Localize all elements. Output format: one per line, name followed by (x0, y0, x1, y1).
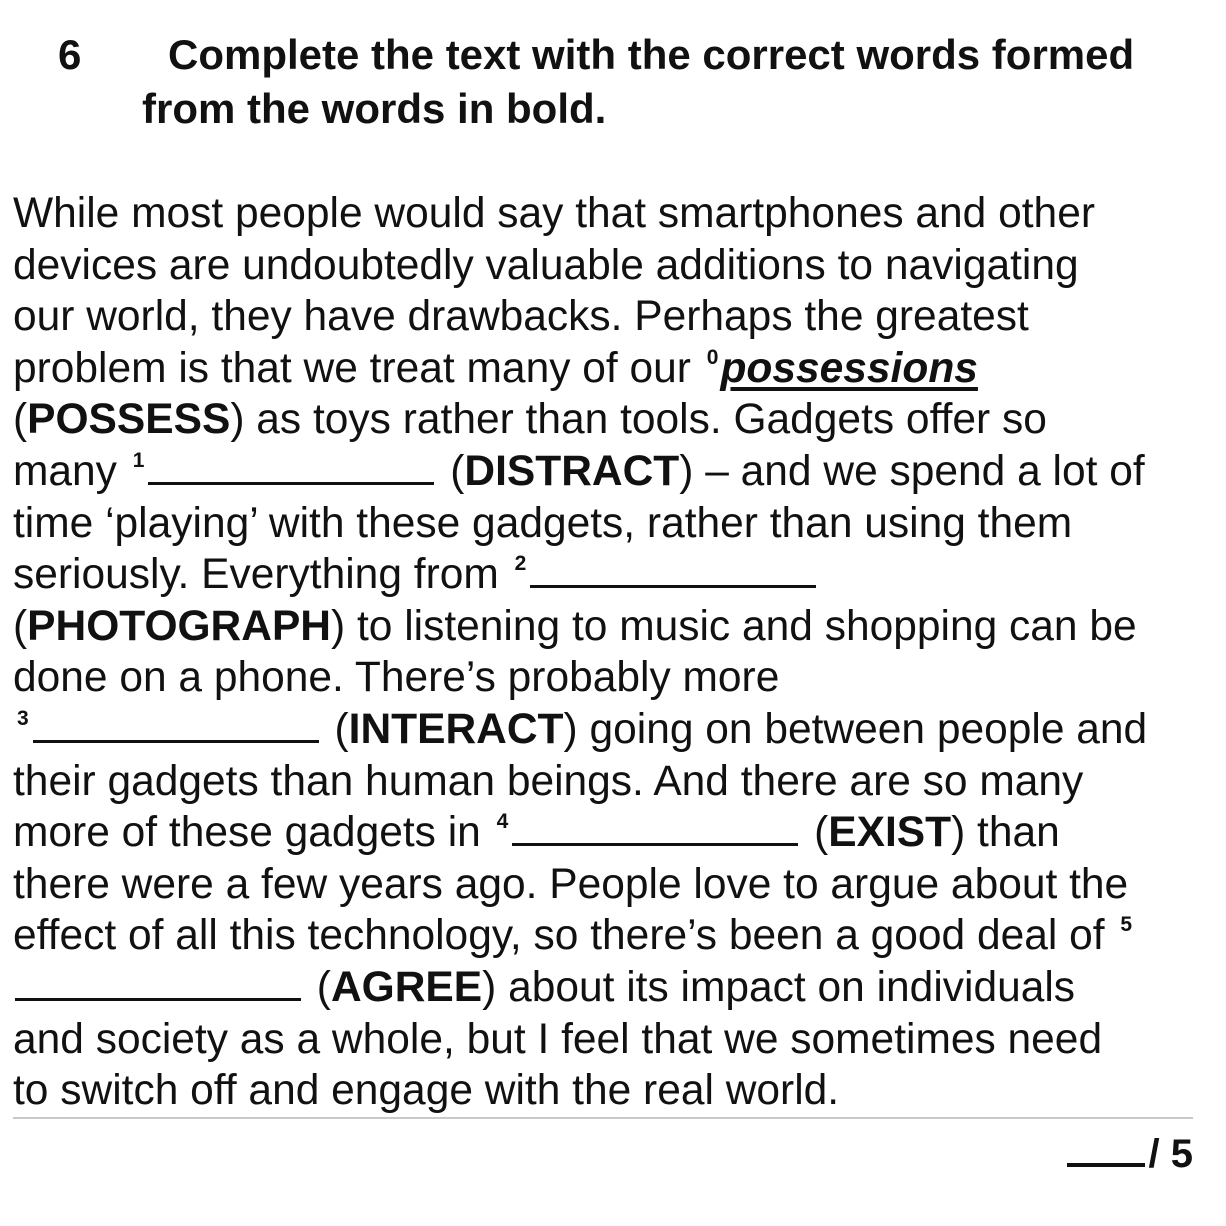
passage-line (13, 910, 1225, 962)
passage-line (13, 601, 1225, 653)
answer-blank-4[interactable] (512, 809, 798, 846)
passage (13, 188, 1225, 1117)
passage-line (13, 291, 1225, 343)
passage-text: ( (13, 602, 28, 650)
passage-text: ) as toys rather than tools. Gadgets offer so (230, 396, 1047, 444)
passage-line (13, 1014, 1225, 1066)
passage-text: ( (322, 705, 349, 753)
gap-number-0: 0 (706, 345, 719, 369)
passage-text: more of these gadgets in (13, 809, 493, 857)
passage-text: effect of all this technology, so there’s been a good deal of (13, 912, 1117, 960)
gap-number-5: 5 (1120, 913, 1133, 937)
passage-text: ) about its impact on individuals (482, 963, 1076, 1011)
passage-text: ( (13, 396, 28, 444)
passage-line (13, 807, 1225, 859)
passage-line (13, 859, 1225, 911)
passage-text: devices are undoubtedly valuable additions to navigating (13, 241, 1079, 289)
answer-blank-3[interactable] (33, 706, 319, 743)
passage-text: ( (305, 963, 331, 1011)
keyword-exist: EXIST (828, 809, 952, 857)
passage-text: many (13, 447, 129, 495)
passage-line (13, 498, 1225, 550)
score-box (1067, 1128, 1193, 1180)
passage-text: ( (802, 809, 829, 857)
gap-number-1: 1 (132, 448, 145, 472)
score-total: / 5 (1148, 1132, 1193, 1176)
passage-line (13, 704, 1225, 756)
passage-line (13, 652, 1225, 704)
answer-blank-2[interactable] (530, 551, 816, 588)
passage-line (13, 188, 1225, 240)
exercise-header (0, 28, 1226, 138)
passage-line (13, 962, 1225, 1014)
passage-text: seriously. Everything from (13, 551, 511, 599)
passage-text: ) – and we spend a lot of (679, 447, 1145, 495)
divider (13, 1117, 1193, 1119)
passage-text: their gadgets than human beings. And there are so many (13, 757, 1084, 805)
passage-line (13, 756, 1225, 808)
passage-text: problem is that we treat many of our (13, 344, 703, 392)
exercise-instruction: Complete the text with the correct words formed from the words in bold. (142, 31, 1135, 132)
keyword-distract: DISTRACT (464, 447, 680, 495)
gap-number-3: 3 (17, 706, 29, 730)
passage-text: ) to listening to music and shopping can be (331, 602, 1137, 650)
keyword-agree: AGREE (330, 963, 483, 1011)
passage-text: done on a phone. There’s probably more (13, 654, 780, 702)
exercise-number: 6 (58, 31, 82, 78)
passage-line (13, 549, 1225, 601)
gap-number-4: 4 (496, 810, 509, 834)
keyword-possess: POSSESS (27, 396, 231, 444)
passage-text: ) going on between people and (563, 705, 1148, 753)
passage-line (13, 446, 1225, 498)
passage-text: and society as a whole, but I feel that we sometimes need (13, 1015, 1103, 1063)
passage-text: ) than (951, 809, 1060, 857)
passage-text: ( (438, 447, 465, 495)
passage-text: there were a few years ago. People love to argue about the (13, 860, 1129, 908)
passage-line (13, 343, 1225, 395)
passage-text: to switch off and engage with the real world. (13, 1067, 840, 1115)
passage-text: While most people would say that smartphones and other (13, 190, 1095, 237)
answer-blank-5[interactable] (15, 964, 301, 1001)
keyword-interact: INTERACT (348, 705, 564, 753)
example-answer: possessions (720, 344, 978, 392)
keyword-photograph: PHOTOGRAPH (27, 602, 331, 650)
score-blank[interactable] (1067, 1133, 1145, 1167)
passage-line (13, 240, 1225, 292)
passage-text: time ‘playing’ with these gadgets, rather than using them (13, 499, 1073, 547)
passage-line (13, 394, 1225, 446)
passage-text: our world, they have drawbacks. Perhaps the greatest (13, 293, 1029, 341)
gap-number-2: 2 (514, 552, 527, 576)
passage-line (13, 1065, 1225, 1117)
answer-blank-1[interactable] (148, 448, 434, 485)
